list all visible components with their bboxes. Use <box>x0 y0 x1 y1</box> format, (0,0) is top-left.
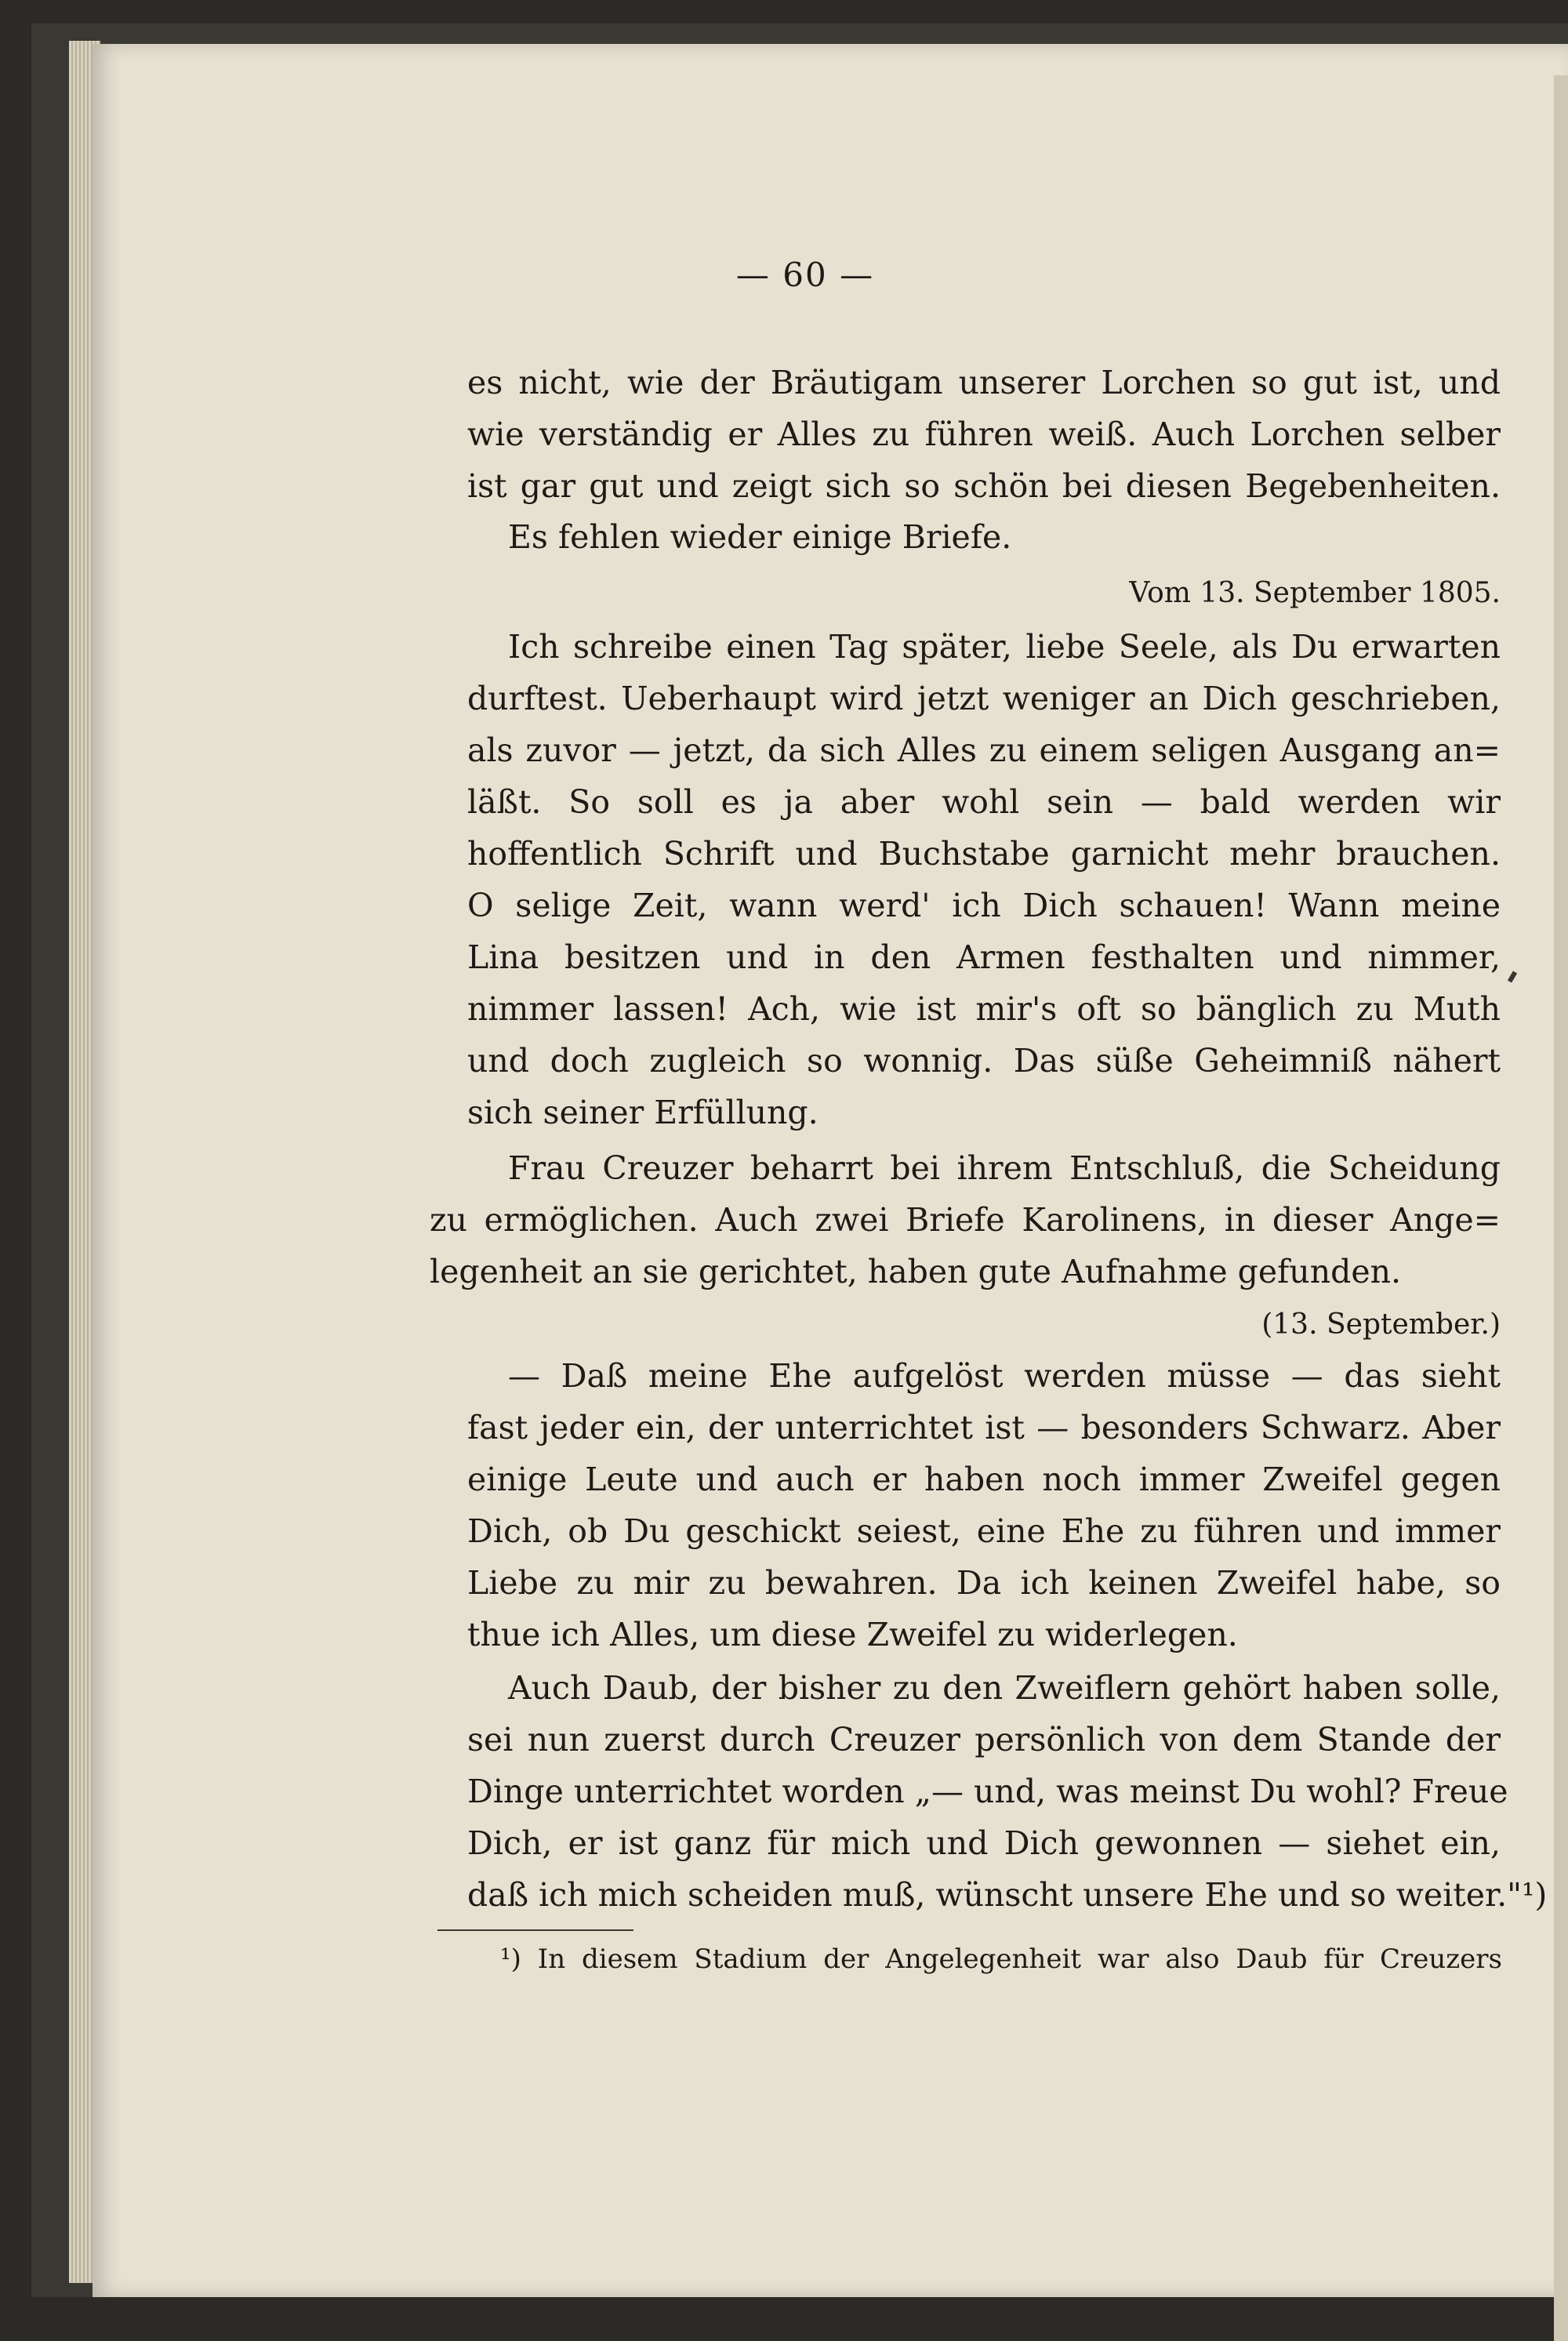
text-line-29: Dich, er ist ganz für mich und Dich gewonnen — siehet ein, <box>467 1824 1501 1862</box>
text-line-16: Frau Creuzer beharrt bei ihrem Entschluß, die Scheidung <box>508 1149 1501 1187</box>
page-number: — 60 — <box>735 256 875 294</box>
footnote-rule <box>437 1929 633 1931</box>
text-line-21: fast jeder ein, der unterrichtet ist — besonders Schwarz. Aber <box>467 1409 1501 1446</box>
text-line-26: Auch Daub, der bisher zu den Zweiflern gehört haben solle, <box>508 1669 1501 1707</box>
text-line-23: Dich, ob Du geschickt seiest, eine Ehe zu führen und immer <box>467 1512 1501 1550</box>
text-line-11: O selige Zeit, wann werd' ich Dich schauen! Wann meine <box>467 887 1501 924</box>
text-line-27: sei nun zuerst durch Creuzer persönlich von dem Stande der <box>467 1721 1501 1758</box>
ink-mark <box>1508 971 1517 982</box>
text-line-2: wie verständig er Alles zu führen weiß. Auch Lorchen selber <box>467 416 1501 453</box>
book-page <box>93 44 1568 2297</box>
text-line-7: durftest. Ueberhaupt wird jetzt weniger an Dich geschrieben, <box>467 680 1501 717</box>
text-line-18: legenheit an sie gerichtet, haben gute Aufnahme gefunden. <box>430 1253 1402 1290</box>
text-line-24: Liebe zu mir zu bewahren. Da ich keinen Zweifel habe, so <box>467 1564 1501 1602</box>
letter-date-note: (13. September.) <box>1261 1308 1501 1341</box>
text-line-8: als zuvor — jetzt, da sich Alles zu einem seligen Ausgang an= <box>467 731 1501 769</box>
text-line-30: daß ich mich scheiden muß, wünscht unsere Ehe und so weiter."¹) <box>467 1876 1548 1914</box>
text-line-9: läßt. So soll es ja aber wohl sein — bald werden wir <box>467 783 1501 821</box>
text-line-13: nimmer lassen! Ach, wie ist mir's oft so bänglich zu Muth <box>467 990 1501 1028</box>
text-line-25: thue ich Alles, um diese Zweifel zu widerlegen. <box>467 1616 1238 1653</box>
text-line-1: es nicht, wie der Bräutigam unserer Lorchen so gut ist, und <box>467 364 1501 401</box>
text-line-4: Es fehlen wieder einige Briefe. <box>508 518 1012 556</box>
text-line-6: Ich schreibe einen Tag später, liebe Seele, als Du erwarten <box>508 628 1501 666</box>
text-line-10: hoffentlich Schrift und Buchstabe garnicht mehr brauchen. <box>467 835 1501 873</box>
text-line-3: ist gar gut und zeigt sich so schön bei diesen Begebenheiten. <box>467 467 1501 505</box>
text-line-14: und doch zugleich so wonnig. Das süße Geheimniß nähert <box>467 1042 1501 1080</box>
text-line-20: — Daß meine Ehe aufgelöst werden müsse — das sieht <box>508 1357 1501 1395</box>
next-page-edge <box>1554 75 1568 2341</box>
text-line-12: Lina besitzen und in den Armen festhalten und nimmer, <box>467 938 1501 976</box>
text-line-22: einige Leute und auch er haben noch immer Zweifel gegen <box>467 1461 1501 1498</box>
text-line-17: zu ermöglichen. Auch zwei Briefe Karolinens, in dieser Ange= <box>430 1201 1501 1239</box>
text-line-15: sich seiner Erfüllung. <box>467 1094 818 1131</box>
text-line-28: Dinge unterrichtet worden „— und, was meinst Du wohl? Freue <box>467 1773 1508 1810</box>
footnote: ¹) In diesem Stadium der Angelegenheit war also Daub für Creuzers <box>500 1944 1502 1975</box>
letter-date-heading: Vom 13. September 1805. <box>1129 577 1501 609</box>
